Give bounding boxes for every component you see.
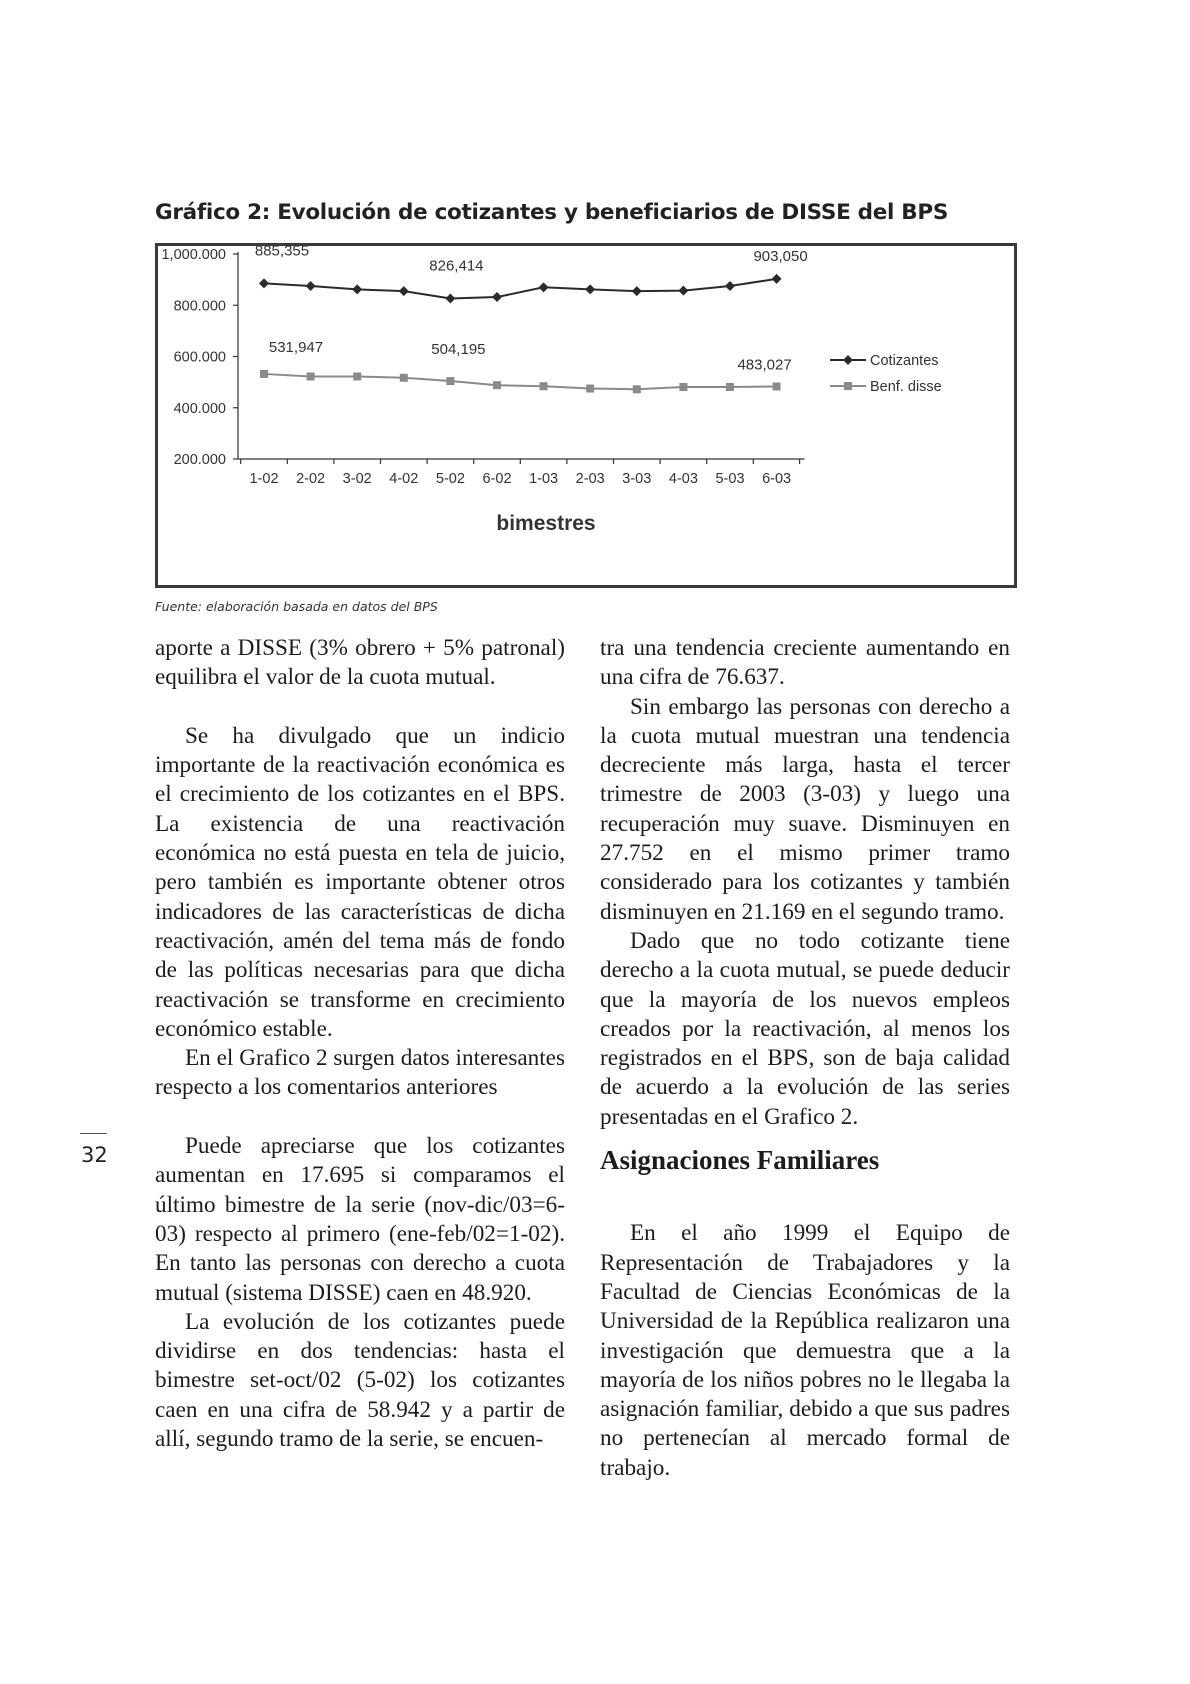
y-tick-label: 1,000.000 (161, 247, 226, 263)
data-point-benf-disse (400, 374, 408, 382)
data-point-benf-disse (586, 385, 594, 393)
x-tick-label: 4-03 (668, 471, 698, 487)
data-point-cotizantes (585, 284, 595, 294)
y-tick-label: 200.000 (173, 452, 226, 468)
x-tick-label: 3-02 (342, 471, 372, 487)
x-tick-label: 1-02 (249, 471, 279, 487)
text-column-right (600, 634, 1010, 1483)
data-point-cotizantes (539, 282, 549, 292)
data-label: 483,027 (737, 356, 792, 374)
data-point-cotizantes (678, 286, 688, 296)
data-point-cotizantes (445, 293, 455, 303)
data-point-cotizantes (259, 278, 269, 288)
data-point-benf-disse (633, 385, 641, 393)
data-label: 531,947 (268, 338, 324, 356)
page-number-rule (80, 1133, 107, 1134)
page-number: 32 (81, 1143, 108, 1167)
data-point-cotizantes (725, 281, 735, 291)
paragraph: Se ha divulgado que un indicio importante de la reactivación económica es el crecimiento de los cotizantes en el BPS. La existencia de una reactivación económica no está puesta en tela de juicio, pero también es importante obtener otros indicadores de las características de dicha reactivación, amén del tema más de fondo de las políticas necesarias para que dicha reactivación se transforme en crecimiento económico estable. (155, 722, 565, 1042)
data-point-benf-disse (353, 372, 361, 380)
legend-marker (844, 382, 852, 390)
text-column-left (155, 634, 565, 1454)
x-tick-label: 4-02 (389, 471, 419, 487)
data-point-benf-disse (493, 381, 501, 389)
legend-label: Cotizantes (870, 353, 939, 369)
data-point-benf-disse (307, 372, 315, 380)
x-tick-label: 2-03 (575, 471, 605, 487)
data-point-benf-disse (679, 383, 687, 391)
data-point-cotizantes (772, 274, 782, 284)
data-point-cotizantes (352, 284, 362, 294)
data-point-cotizantes (399, 286, 409, 296)
y-tick-label: 800.000 (173, 298, 226, 315)
data-point-cotizantes (492, 292, 502, 302)
paragraph: Dado que no todo cotizante tiene derecho a la cuota mutual, se puede deducir que la mayoría de los nuevos empleos creados por la reactivación, al menos los registrados en el BPS, son de baja calidad de acuerdo a la evolución de las series presentadas en el Grafico 2. (600, 927, 1010, 1130)
figure-title: Gráfico 2: Evolución de cotizantes y beneficiarios de DISSE del BPS (155, 200, 949, 225)
paragraph: Puede apreciarse que los cotizantes aumentan en 17.695 si comparamos el último bimestre de la serie (nov-dic/03=6-03) respecto al primero (ene-feb/02=1-02). En tanto las personas con derecho a cuota mutual (sistema DISSE) caen en 48.920. (155, 1133, 565, 1306)
x-tick-label: 2-02 (296, 471, 326, 487)
x-tick-label: 5-02 (435, 471, 465, 487)
legend-marker (843, 355, 853, 365)
chart-svg (158, 246, 1014, 585)
data-label: 826,414 (429, 257, 484, 275)
y-tick-label: 400.000 (173, 400, 226, 417)
series-line-1 (264, 374, 777, 389)
series-line-0 (264, 279, 777, 299)
data-point-benf-disse (540, 382, 548, 390)
legend-label: Benf. disse (870, 379, 942, 395)
data-label: 903,050 (753, 247, 808, 265)
figure-source: Fuente: elaboración basada en datos del BPS (155, 599, 438, 614)
y-tick-label: 600.000 (173, 349, 226, 366)
x-tick-label: 1-03 (529, 471, 559, 487)
paragraph: Sin embargo las personas con derecho a la cuota mutual muestran una tendencia decreciente más larga, hasta el tercer trimestre de 2003 (3-03) y luego una recuperación muy suave. Disminuyen en 27.752 en el mismo primer tramo considerado para los cotizantes y también disminuyen en 21.169 en el segundo tramo. (600, 693, 1010, 925)
data-label: 885,355 (254, 246, 310, 260)
data-point-cotizantes (632, 286, 642, 296)
section-heading: Asignaciones Familiares (600, 1145, 880, 1176)
paragraph: aporte a DISSE (3% obrero + 5% patronal) equilibra el valor de la cuota mutual. (155, 635, 565, 691)
x-tick-label: 6-02 (482, 471, 512, 487)
data-point-benf-disse (726, 383, 734, 391)
data-point-cotizantes (306, 281, 316, 291)
x-axis-title: bimestres (496, 512, 596, 535)
paragraph: La evolución de los cotizantes puede dividirse en dos tendencias: hasta el bimestre set-oct/02 (5-02) los cotizantes caen en una cifra de 58.942 y a partir de allí, segundo tramo de la serie, se encuen- (155, 1308, 565, 1453)
data-point-benf-disse (446, 377, 454, 385)
paragraph: tra una tendencia creciente aumentando en una cifra de 76.637. (600, 635, 1010, 691)
x-tick-label: 5-03 (715, 471, 745, 487)
x-tick-label: 6-03 (762, 471, 792, 487)
data-label: 504,195 (431, 341, 486, 359)
paragraph: En el Grafico 2 surgen datos interesantes respecto a los comentarios anteriores (155, 1045, 565, 1101)
paragraph: En el año 1999 el Equipo de Representación de Trabajadores y la Facultad de Ciencias Económicas de la Universidad de la República realizaron una investigación que demuestra que a la mayoría de los niños pobres no le llegaba la asignación familiar, debido a que sus padres no pertenecían al mercado formal de trabajo. (600, 1220, 1010, 1481)
data-point-benf-disse (773, 382, 781, 390)
data-point-benf-disse (260, 370, 268, 378)
line-chart (155, 243, 1017, 588)
x-tick-label: 3-03 (622, 471, 652, 487)
